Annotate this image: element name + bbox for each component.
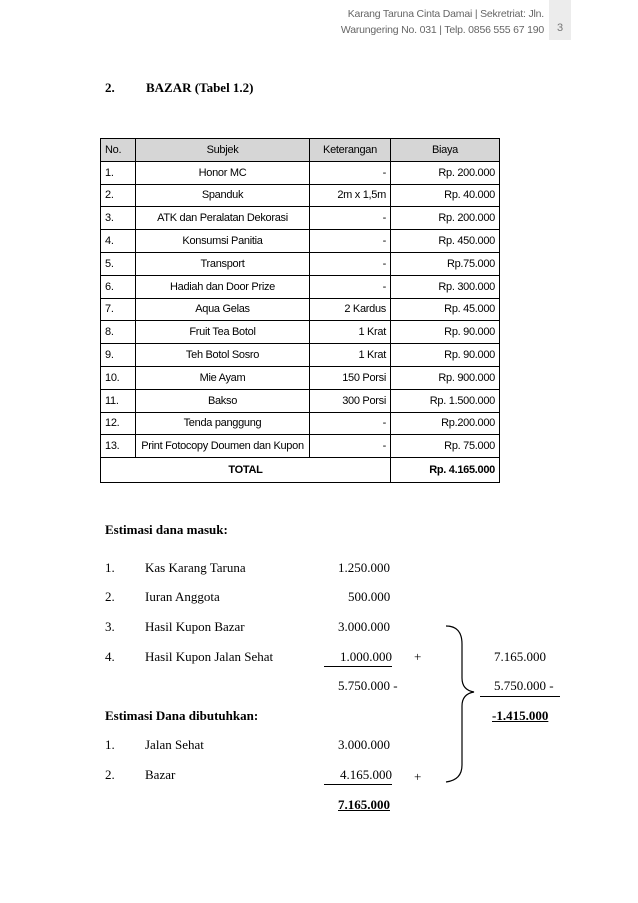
cell-biaya: Rp. 90.000	[391, 321, 500, 344]
butuh-item-value: 3.000.000	[338, 737, 390, 752]
cell-no: 12.	[101, 412, 136, 435]
cell-biaya: Rp. 40.000	[391, 184, 500, 207]
cell-subjek: Aqua Gelas	[136, 298, 310, 321]
total-label: TOTAL	[101, 458, 391, 483]
header-address-line-2: Warungering No. 031 | Telp. 0856 555 67 190	[340, 24, 544, 36]
cell-keterangan: 150 Porsi	[310, 366, 391, 389]
cell-biaya: Rp. 1.500.000	[391, 389, 500, 412]
table-row	[101, 321, 500, 344]
cell-no: 3.	[101, 207, 136, 230]
cell-keterangan: 2 Kardus	[310, 298, 391, 321]
cell-subjek: Spanduk	[136, 184, 310, 207]
section-number: 2.	[105, 80, 115, 95]
butuh-item-label: Jalan Sehat	[145, 737, 204, 752]
table-row	[101, 435, 500, 458]
cell-subjek: Mie Ayam	[136, 366, 310, 389]
cell-biaya: Rp. 450.000	[391, 230, 500, 253]
cell-subjek: Honor MC	[136, 161, 310, 184]
butuh-item-value: 4.165.000	[324, 767, 392, 785]
section-title: BAZAR (Tabel 1.2)	[146, 80, 254, 95]
cell-no: 7.	[101, 298, 136, 321]
butuh-total: 7.165.000	[338, 797, 390, 812]
masuk-item-label: Hasil Kupon Jalan Sehat	[145, 649, 274, 664]
butuh-plus-sign: +	[414, 769, 422, 784]
estimasi-dibutuhkan-title: Estimasi Dana dibutuhkan:	[105, 708, 259, 723]
cell-keterangan: -	[310, 275, 391, 298]
header-biaya: Biaya	[391, 139, 500, 162]
masuk-subtotal: 5.750.000 -	[338, 678, 398, 693]
butuh-item-no: 2.	[105, 767, 115, 782]
calc-minus-value: 5.750.000 -	[494, 678, 554, 693]
calc-result: -1.415.000	[492, 708, 549, 723]
page-header	[330, 6, 544, 38]
header-no: No.	[101, 139, 136, 162]
cell-keterangan: 1 Krat	[310, 321, 391, 344]
cell-subjek: Teh Botol Sosro	[136, 344, 310, 367]
masuk-item-no: 3.	[105, 619, 115, 634]
table-total-row	[101, 458, 500, 483]
calc-top-value: 7.165.000	[494, 649, 546, 664]
cell-no: 1.	[101, 161, 136, 184]
table-row	[101, 184, 500, 207]
table-row	[101, 252, 500, 275]
table-row	[101, 161, 500, 184]
cell-subjek: Print Fotocopy Doumen dan Kupon	[136, 435, 310, 458]
masuk-item-no: 1.	[105, 560, 115, 575]
cell-keterangan: -	[310, 207, 391, 230]
brace-bracket	[440, 620, 480, 790]
cell-no: 8.	[101, 321, 136, 344]
cell-keterangan: -	[310, 412, 391, 435]
masuk-item-label: Kas Karang Taruna	[145, 560, 246, 575]
masuk-item-value: 3.000.000	[338, 619, 390, 634]
cell-keterangan: 300 Porsi	[310, 389, 391, 412]
masuk-item-no: 2.	[105, 589, 115, 604]
cell-no: 4.	[101, 230, 136, 253]
masuk-item-value: 500.000	[348, 589, 391, 604]
butuh-item-label: Bazar	[145, 767, 176, 782]
table-row	[101, 366, 500, 389]
masuk-item-no: 4.	[105, 649, 115, 664]
cell-no: 13.	[101, 435, 136, 458]
table-row	[101, 275, 500, 298]
cell-keterangan: -	[310, 435, 391, 458]
cell-biaya: Rp. 900.000	[391, 366, 500, 389]
masuk-item-label: Iuran Anggota	[145, 589, 220, 604]
cell-no: 2.	[101, 184, 136, 207]
cell-no: 6.	[101, 275, 136, 298]
page-number: 3	[556, 22, 564, 34]
cell-no: 10.	[101, 366, 136, 389]
cell-keterangan: -	[310, 161, 391, 184]
masuk-item-value: 1.250.000	[338, 560, 390, 575]
cell-subjek: Fruit Tea Botol	[136, 321, 310, 344]
table-row	[101, 298, 500, 321]
cell-subjek: Transport	[136, 252, 310, 275]
header-keterangan: Keterangan	[310, 139, 391, 162]
cell-no: 5.	[101, 252, 136, 275]
cell-keterangan: -	[310, 252, 391, 275]
cell-biaya: Rp. 75.000	[391, 435, 500, 458]
cell-biaya: Rp. 90.000	[391, 344, 500, 367]
table-header-row	[101, 139, 500, 162]
table-row	[101, 412, 500, 435]
page-number-tab	[549, 0, 571, 40]
masuk-plus-sign: +	[414, 649, 422, 664]
table-row	[101, 389, 500, 412]
header-address-line-1: Karang Taruna Cinta Damai | Sekretriat: Jln.	[347, 8, 544, 20]
cell-no: 11.	[101, 389, 136, 412]
cell-subjek: Bakso	[136, 389, 310, 412]
cell-subjek: ATK dan Peralatan Dekorasi	[136, 207, 310, 230]
estimasi-masuk-title: Estimasi dana masuk:	[105, 522, 228, 537]
calc-divider	[480, 696, 560, 697]
cell-subjek: Hadiah dan Door Prize	[136, 275, 310, 298]
cell-subjek: Tenda panggung	[136, 412, 310, 435]
cell-keterangan: -	[310, 230, 391, 253]
cell-biaya: Rp. 200.000	[391, 161, 500, 184]
masuk-item-value: 1.000.000	[324, 649, 392, 667]
cell-biaya: Rp.200.000	[391, 412, 500, 435]
table-row	[101, 207, 500, 230]
cell-keterangan: 2m x 1,5m	[310, 184, 391, 207]
butuh-item-no: 1.	[105, 737, 115, 752]
bazar-table	[100, 138, 500, 483]
cell-biaya: Rp. 300.000	[391, 275, 500, 298]
table-row	[101, 230, 500, 253]
cell-no: 9.	[101, 344, 136, 367]
header-subjek: Subjek	[136, 139, 310, 162]
cell-biaya: Rp. 45.000	[391, 298, 500, 321]
cell-keterangan: 1 Krat	[310, 344, 391, 367]
total-value: Rp. 4.165.000	[391, 458, 500, 483]
cell-biaya: Rp.75.000	[391, 252, 500, 275]
cell-subjek: Konsumsi Panitia	[136, 230, 310, 253]
cell-biaya: Rp. 200.000	[391, 207, 500, 230]
table-row	[101, 344, 500, 367]
masuk-item-label: Hasil Kupon Bazar	[145, 619, 245, 634]
